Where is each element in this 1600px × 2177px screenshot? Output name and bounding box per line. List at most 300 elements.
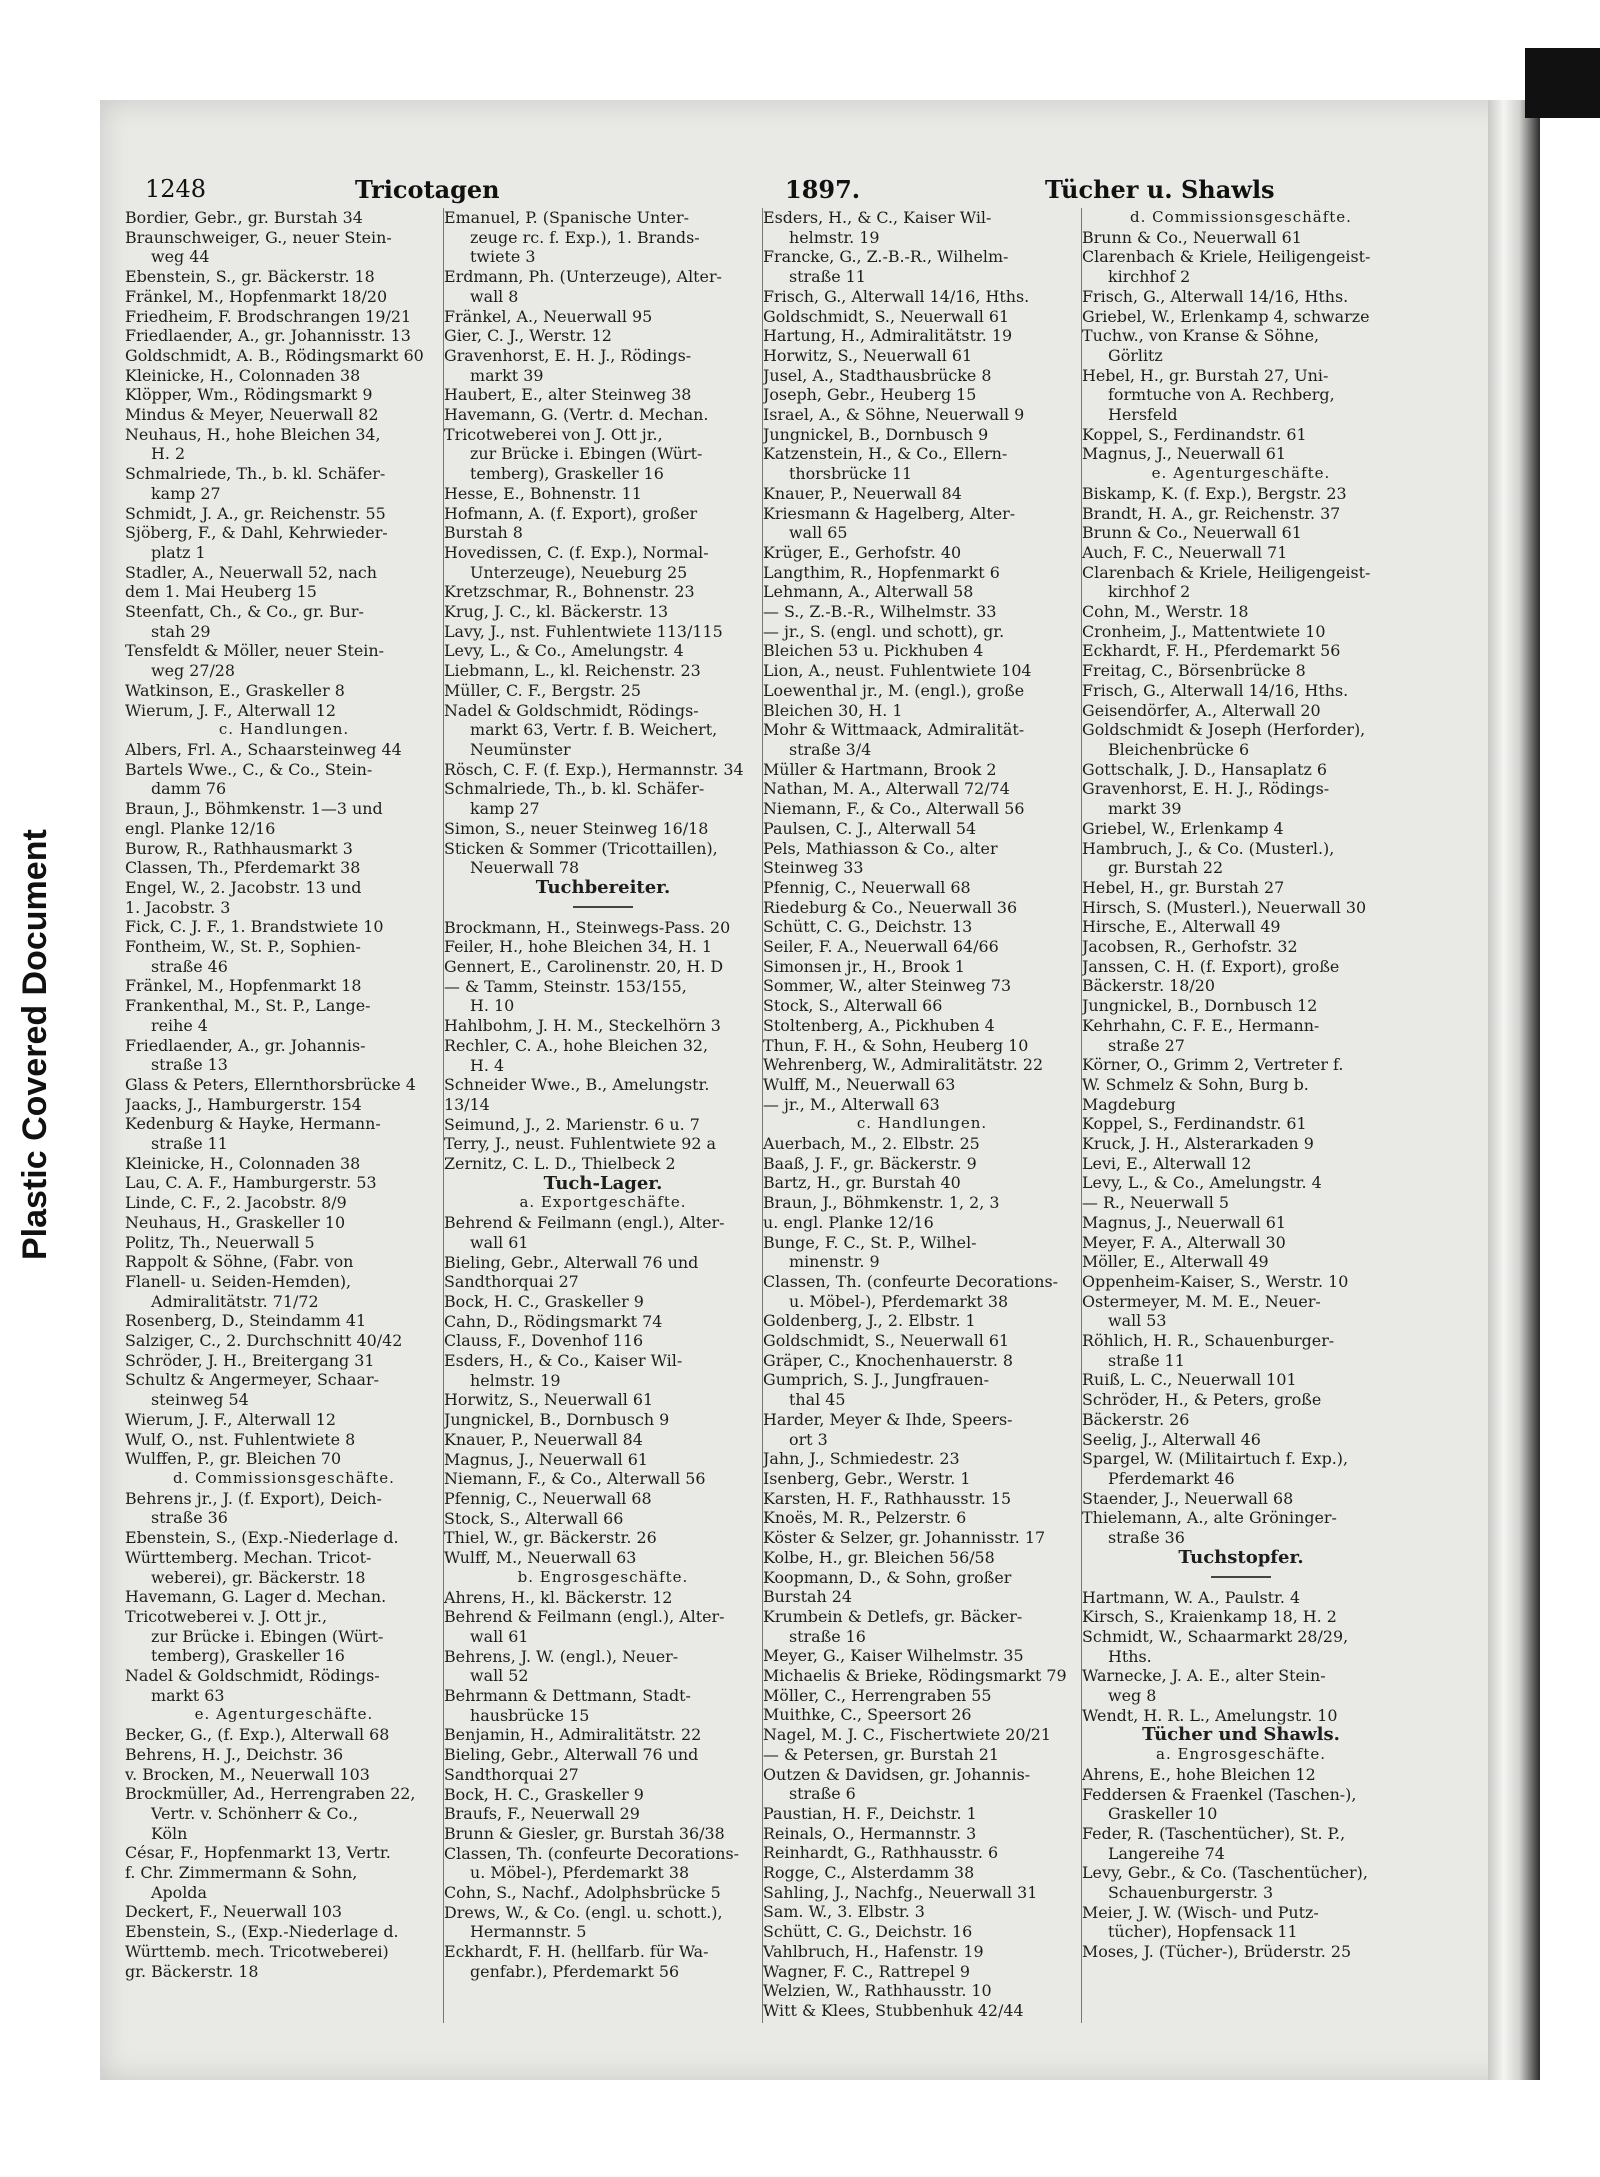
directory-entry: Witt & Klees, Stubbenhuk 42/44: [763, 2000, 1024, 2020]
directory-entry: Fick, C. J. F., 1. Brandstwiete 10: [125, 917, 384, 937]
directory-entry: Niemann, F., & Co., Alterwall 56: [763, 799, 1025, 819]
entry-continuation: Bleichenbrücke 6: [1108, 739, 1250, 759]
directory-entry: Biskamp, K. (f. Exp.), Bergstr. 23: [1082, 483, 1347, 503]
directory-entry: Burow, R., Rathhausmarkt 3: [125, 838, 353, 858]
entry-continuation: wall 8: [470, 286, 519, 306]
entry-continuation: formtuche von A. Rechberg,: [1108, 385, 1335, 405]
entry-continuation: straße 11: [151, 1134, 228, 1154]
subsection-label: e. Agenturgeschäfte.: [1151, 464, 1331, 483]
heading-rule: [1211, 1576, 1271, 1578]
directory-entry: Kleinicke, H., Colonnaden 38: [125, 1153, 361, 1173]
directory-entry: Niemann, F., & Co., Alterwall 56: [444, 1469, 706, 1489]
directory-entry: Liebmann, L., kl. Reichenstr. 23: [444, 661, 701, 681]
subsection-label: d. Commissionsgeschäfte.: [1130, 208, 1352, 226]
entry-continuation: steinweg 54: [151, 1390, 249, 1410]
header-right-title: Tücher u. Shawls: [1045, 175, 1275, 204]
directory-entry: Griebel, W., Erlenkamp 4: [1082, 818, 1284, 838]
directory-entry: Wulf, O., nst. Fuhlentwiete 8: [125, 1429, 356, 1449]
entry-continuation: wall 61: [470, 1232, 529, 1252]
section-heading: Tücher und Shawls.: [1142, 1725, 1340, 1746]
directory-entry: Wulff, M., Neuerwall 63: [444, 1548, 637, 1568]
directory-entry: Clauss, F., Dovenhof 116: [444, 1331, 644, 1351]
directory-entry: Emanuel, P. (Spanische Unter-: [444, 208, 689, 227]
subsection-label: a. Engrosgeschäfte.: [1156, 1745, 1326, 1764]
column-4: [1082, 208, 1400, 2023]
directory-entry: Knauer, P., Neuerwall 84: [444, 1429, 643, 1449]
entry-continuation: Neuerwall 78: [470, 858, 580, 878]
directory-entry: Freitag, C., Börsenbrücke 8: [1082, 661, 1306, 681]
entry-continuation: helmstr. 19: [789, 227, 880, 247]
directory-entry: Schütt, C. G., Deichstr. 16: [763, 1922, 973, 1942]
directory-entry: Fränkel, M., Hopfenmarkt 18: [125, 976, 362, 996]
directory-entry: Bock, H. C., Graskeller 9: [444, 1291, 644, 1311]
directory-entry: Moses, J. (Tücher-), Brüderstr. 25: [1082, 1942, 1352, 1962]
directory-entry: Jacobsen, R., Gerhofstr. 32: [1082, 937, 1298, 957]
directory-entry: Watkinson, E., Graskeller 8: [125, 680, 345, 700]
directory-entry: Rogge, C., Alsterdamm 38: [763, 1863, 975, 1883]
directory-entry: Frisch, G., Alterwall 14/16, Hths.: [763, 286, 1030, 306]
directory-entry: Kehrhahn, C. F. E., Hermann-: [1082, 1015, 1320, 1035]
entry-continuation: straße 36: [151, 1508, 228, 1528]
entry-continuation: Neumünster: [470, 739, 571, 759]
directory-entry: Behrmann & Dettmann, Stadt-: [444, 1686, 691, 1706]
directory-entry: Feder, R. (Taschentücher), St. P.,: [1082, 1823, 1346, 1843]
directory-entry: Magnus, J., Neuerwall 61: [1082, 444, 1286, 464]
directory-entry: Sandthorquai 27: [444, 1764, 579, 1784]
directory-entry: Fränkel, M., Hopfenmarkt 18/20: [125, 286, 388, 306]
directory-entry: Brockmüller, Ad., Herrengraben 22,: [125, 1784, 416, 1804]
directory-entry: Drews, W., & Co. (engl. u. schott.),: [444, 1902, 723, 1922]
heading-rule: [573, 906, 633, 908]
directory-entry: — & Petersen, gr. Burstah 21: [763, 1744, 999, 1764]
directory-entry: Geisendörfer, A., Alterwall 20: [1082, 700, 1321, 720]
directory-entry: Langthim, R., Hopfenmarkt 6: [763, 562, 1000, 582]
page-number: 1248: [145, 175, 207, 203]
directory-entry: engl. Planke 12/16: [125, 818, 276, 838]
entry-continuation: reihe 4: [151, 1015, 208, 1035]
entry-continuation: stah 29: [151, 621, 211, 641]
entry-continuation: Graskeller 10: [1108, 1804, 1218, 1824]
entry-continuation: Pferdemarkt 46: [1108, 1469, 1235, 1488]
directory-entry: Goldschmidt, A. B., Rödingsmarkt 60: [125, 345, 424, 365]
directory-entry: Schmalriede, Th., b. kl. Schäfer-: [444, 779, 705, 799]
directory-entry: Müller, C. F., Bergstr. 25: [444, 680, 641, 700]
entry-continuation: kirchhof 2: [1108, 267, 1191, 287]
directory-entry: Magdeburg: [1082, 1094, 1176, 1114]
directory-entry: Deckert, F., Neuerwall 103: [125, 1902, 343, 1922]
entry-continuation: Hersfeld: [1108, 405, 1178, 425]
directory-entry: Schneider Wwe., B., Amelungstr.: [444, 1075, 710, 1095]
directory-entry: Rappolt & Söhne, (Fabr. von: [125, 1252, 354, 1272]
directory-entry: Auerbach, M., 2. Elbstr. 25: [763, 1134, 980, 1154]
directory-entry: Bordier, Gebr., gr. Burstah 34: [125, 208, 363, 227]
directory-entry: Stoltenberg, A., Pickhuben 4: [763, 1015, 995, 1035]
directory-entry: — jr., M., Alterwall 63: [763, 1094, 940, 1114]
directory-entry: Friedlaender, A., gr. Johannis-: [125, 1035, 366, 1055]
directory-entry: Eckhardt, F. H. (hellfarb. für Wa-: [444, 1942, 709, 1962]
directory-entry: Brunn & Giesler, gr. Burstah 36/38: [444, 1823, 725, 1843]
directory-entry: Vahlbruch, H., Hafenstr. 19: [763, 1941, 984, 1961]
entry-continuation: minenstr. 9: [789, 1252, 880, 1272]
directory-entry: Friedheim, F. Brodschrangen 19/21: [125, 306, 412, 326]
directory-entry: Karsten, H. F., Rathhausstr. 15: [763, 1488, 1012, 1508]
entry-continuation: Admiralitätstr. 71/72: [151, 1291, 319, 1311]
directory-entry: Behrens, H. J., Deichstr. 36: [125, 1744, 344, 1764]
directory-entry: Schröder, H., & Peters, große: [1082, 1390, 1322, 1410]
directory-entry: Nagel, M. J. C., Fischertwiete 20/21: [763, 1725, 1052, 1745]
directory-entry: Gumprich, S. J., Jungfrauen-: [763, 1370, 989, 1390]
directory-entry: Classen, Th. (confeurte Decorations-: [763, 1271, 1059, 1291]
directory-entry: Terry, J., neust. Fuhlentwiete 92 a: [444, 1134, 717, 1154]
subsection-label: c. Handlungen.: [856, 1114, 988, 1133]
directory-entry: Levy, L., & Co., Amelungstr. 4: [1082, 1173, 1322, 1193]
directory-entry: Pfennig, C., Neuerwall 68: [444, 1489, 652, 1508]
entry-continuation: helmstr. 19: [470, 1370, 561, 1390]
directory-entry: Braun, J., Böhmkenstr. 1, 2, 3: [763, 1193, 1000, 1213]
entry-continuation: Görlitz: [1108, 345, 1163, 365]
entry-continuation: markt 39: [470, 365, 544, 385]
directory-entry: Lavy, J., nst. Fuhlentwiete 113/115: [444, 621, 723, 641]
directory-entry: Mohr & Wittmaack, Admiralität-: [763, 720, 1025, 740]
directory-entry: Auch, F. C., Neuerwall 71: [1082, 542, 1288, 562]
directory-entry: Horwitz, S., Neuerwall 61: [444, 1390, 654, 1410]
entry-continuation: gr. Burstah 22: [1108, 858, 1224, 878]
subsection-label: a. Exportgeschäfte.: [519, 1193, 687, 1212]
column-2: [444, 208, 763, 2023]
directory-entry: 13/14: [444, 1094, 490, 1114]
entry-continuation: weg 27/28: [151, 661, 236, 681]
directory-entry: Stadler, A., Neuerwall 52, nach: [125, 562, 377, 582]
directory-entry: Hebel, H., gr. Burstah 27: [1082, 877, 1285, 897]
directory-entry: Kretzschmar, R., Bohnenstr. 23: [444, 582, 695, 602]
entry-continuation: zur Brücke i. Ebingen (Würt-: [470, 444, 703, 464]
directory-entry: Ebenstein, S., (Exp.-Niederlage d.: [125, 1528, 399, 1548]
directory-entry: Levy, L., & Co., Amelungstr. 4: [444, 641, 684, 661]
directory-entry: Schröder, J. H., Breitergang 31: [125, 1350, 375, 1370]
entry-continuation: straße 13: [151, 1055, 228, 1075]
directory-entry: Burstah 24: [763, 1587, 853, 1607]
directory-entry: Rosenberg, D., Steindamm 41: [125, 1311, 367, 1331]
entry-continuation: markt 63, Vertr. f. B. Weichert,: [470, 720, 718, 740]
directory-entry: Hartung, H., Admiralitätstr. 19: [763, 326, 1013, 346]
directory-entry: Warnecke, J. A. E., alter Stein-: [1082, 1666, 1326, 1686]
directory-entry: Brunn & Co., Neuerwall 61: [1082, 523, 1302, 543]
entry-continuation: Apolda: [151, 1882, 207, 1902]
directory-entry: Bartz, H., gr. Burstah 40: [763, 1173, 961, 1193]
directory-entry: Hofmann, A. (f. Export), großer: [444, 503, 698, 523]
directory-entry: Havemann, G. (Vertr. d. Mechan.: [444, 405, 709, 425]
entry-continuation: twiete 3: [470, 247, 536, 267]
directory-entry: Neuhaus, H., hohe Bleichen 34,: [125, 424, 381, 444]
directory-entry: Koopmann, D., & Sohn, großer: [763, 1567, 1012, 1587]
subsection-label: d. Commissionsgeschäfte.: [173, 1469, 395, 1487]
directory-entry: Esders, H., & C., Kaiser Wil-: [763, 208, 992, 227]
directory-entry: Bunge, F. C., St. P., Wilhel-: [763, 1232, 977, 1252]
directory-entry: Möller, E., Alterwall 49: [1082, 1252, 1269, 1272]
directory-entry: Cronheim, J., Mattentwiete 10: [1082, 621, 1326, 641]
entry-continuation: weg 8: [1108, 1686, 1157, 1706]
directory-entry: Koppel, S., Ferdinandstr. 61: [1082, 1114, 1307, 1134]
entry-continuation: straße 6: [789, 1784, 856, 1804]
directory-entry: Möller, C., Herrengraben 55: [763, 1685, 992, 1705]
directory-entry: Sahling, J., Nachfg., Neuerwall 31: [763, 1882, 1038, 1902]
directory-entry: Levy, Gebr., & Co. (Taschentücher),: [1082, 1863, 1368, 1883]
entry-continuation: genfabr.), Pferdemarkt 56: [470, 1961, 680, 1981]
directory-entry: Jusel, A., Stadthausbrücke 8: [763, 365, 992, 385]
entry-continuation: u. Möbel-), Pferdemarkt 38: [470, 1863, 690, 1883]
directory-entry: Stock, S., Alterwall 66: [763, 996, 943, 1016]
directory-entry: Hirsch, S. (Musterl.), Neuerwall 30: [1082, 897, 1367, 917]
entry-continuation: H. 4: [470, 1055, 505, 1075]
directory-entry: Schultz & Angermeyer, Schaar-: [125, 1370, 379, 1390]
directory-entry: Goldschmidt & Joseph (Herforder),: [1082, 720, 1366, 740]
directory-entry: gr. Bäckerstr. 18: [125, 1961, 259, 1981]
directory-entry: Braufs, F., Neuerwall 29: [444, 1804, 640, 1824]
directory-entry: Tuchw., von Kranse & Söhne,: [1082, 326, 1320, 346]
directory-entry: Linde, C. F., 2. Jacobstr. 8/9: [125, 1193, 347, 1213]
header-left-title: Tricotagen: [355, 175, 500, 204]
directory-entry: Spargel, W. (Militairtuch f. Exp.),: [1082, 1449, 1349, 1469]
directory-entry: Hirsche, E., Alterwall 49: [1082, 917, 1281, 937]
directory-entry: Flanell- u. Seiden-Hemden),: [125, 1271, 352, 1291]
entry-continuation: damm 76: [151, 779, 227, 799]
directory-entry: Hebel, H., gr. Burstah 27, Uni-: [1082, 365, 1329, 385]
directory-entry: Nadel & Goldschmidt, Rödings-: [444, 700, 699, 720]
directory-entry: Knoës, M. R., Pelzerstr. 6: [763, 1508, 967, 1528]
directory-entry: Esders, H., & Co., Kaiser Wil-: [444, 1351, 683, 1371]
directory-entry: Outzen & Davidsen, gr. Johannis-: [763, 1764, 1031, 1784]
entry-continuation: straße 27: [1108, 1035, 1185, 1055]
directory-entry: Württemb. mech. Tricotweberei): [125, 1941, 389, 1961]
directory-entry: Havemann, G. Lager d. Mechan.: [125, 1587, 387, 1607]
directory-entry: Zernitz, C. L. D., Thielbeck 2: [444, 1154, 676, 1174]
directory-entry: Braunschweiger, G., neuer Stein-: [125, 227, 392, 247]
entry-continuation: platz 1: [151, 542, 206, 562]
directory-entry: Paustian, H. F., Deichstr. 1: [763, 1803, 977, 1823]
directory-entry: Kirsch, S., Kraienkamp 18, H. 2: [1082, 1607, 1337, 1627]
directory-entry: — & Tamm, Steinstr. 153/155,: [444, 976, 687, 996]
directory-entry: Bock, H. C., Graskeller 9: [444, 1784, 644, 1804]
directory-entry: Joseph, Gebr., Heuberg 15: [763, 385, 977, 405]
directory-entry: Wierum, J. F., Alterwall 12: [125, 700, 336, 720]
directory-entry: — S., Z.-B.-R., Wilhelmstr. 33: [763, 602, 997, 622]
directory-entry: Jungnickel, B., Dornbusch 9: [444, 1410, 670, 1430]
directory-entry: Wendt, H. R. L., Amelungstr. 10: [1082, 1705, 1338, 1725]
entry-continuation: tücher), Hopfensack 11: [1108, 1922, 1298, 1942]
directory-entry: Behrens, J. W. (engl.), Neuer-: [444, 1646, 679, 1666]
column-3: [763, 208, 1082, 2023]
directory-entry: Krüger, E., Gerhofstr. 40: [763, 542, 962, 562]
directory-entry: Wulffen, P., gr. Bleichen 70: [125, 1449, 342, 1469]
directory-entry: Behrend & Feilmann (engl.), Alter-: [444, 1213, 725, 1233]
directory-entry: Wierum, J. F., Alterwall 12: [125, 1409, 336, 1429]
entry-continuation: wall 52: [470, 1666, 529, 1686]
directory-entry: Schmidt, J. A., gr. Reichenstr. 55: [125, 503, 386, 523]
subsection-label: e. Agenturgeschäfte.: [194, 1705, 374, 1724]
directory-entry: Seiler, F. A., Neuerwall 64/66: [763, 937, 999, 957]
directory-entry: Lion, A., neust. Fuhlentwiete 104: [763, 661, 1032, 681]
directory-entry: Albers, Frl. A., Schaarsteinweg 44: [125, 739, 402, 759]
directory-entry: Thiel, W., gr. Bäckerstr. 26: [444, 1528, 657, 1548]
directory-entry: Francke, G., Z.-B.-R., Wilhelm-: [763, 247, 1009, 267]
directory-entry: Haubert, E., alter Steinweg 38: [444, 385, 692, 405]
directory-entry: Tricotweberei von J. Ott jr.,: [444, 424, 663, 444]
entry-continuation: straße 16: [789, 1626, 866, 1646]
directory-entry: Levi, E., Alterwall 12: [1082, 1153, 1252, 1173]
entry-continuation: ort 3: [789, 1429, 828, 1449]
entry-continuation: straße 11: [1108, 1350, 1185, 1370]
directory-entry: Gier, C. J., Werstr. 12: [444, 326, 612, 346]
directory-entry: Burstah 8: [444, 523, 523, 543]
binding-tab: [1525, 48, 1600, 118]
entry-continuation: straße 36: [1108, 1528, 1185, 1548]
directory-entry: — jr., S. (engl. und schott), gr.: [763, 621, 1005, 641]
subsection-label: c. Handlungen.: [218, 720, 350, 739]
entry-continuation: H. 10: [470, 996, 515, 1016]
directory-entry: Pels, Mathiasson & Co., alter: [763, 838, 998, 858]
directory-entry: Meier, J. W. (Wisch- und Putz-: [1082, 1902, 1319, 1922]
directory-entry: Klöpper, Wm., Rödingsmarkt 9: [125, 385, 373, 405]
directory-entry: Ebenstein, S., (Exp.-Niederlage d.: [125, 1922, 399, 1942]
directory-entry: Krug, J. C., kl. Bäckerstr. 13: [444, 602, 669, 622]
directory-entry: Schmalriede, Th., b. kl. Schäfer-: [125, 464, 386, 484]
entry-continuation: Vertr. v. Schönherr & Co.,: [151, 1803, 358, 1823]
directory-entry: Kolbe, H., gr. Bleichen 56/58: [763, 1547, 995, 1567]
directory-entry: Gottschalk, J. D., Hansaplatz 6: [1082, 759, 1328, 779]
directory-entry: Wagner, F. C., Rattrepel 9: [763, 1961, 970, 1981]
directory-entry: Staender, J., Neuerwall 68: [1082, 1488, 1294, 1508]
column-1: [125, 208, 444, 2023]
entry-continuation: thorsbrücke 11: [789, 464, 913, 484]
entry-continuation: H. 2: [151, 444, 186, 464]
directory-entry: Israel, A., & Söhne, Neuerwall 9: [763, 405, 1025, 425]
directory-entry: Frisch, G., Alterwall 14/16, Hths.: [1082, 286, 1349, 306]
directory-entry: Benjamin, H., Admiralitätstr. 22: [444, 1725, 702, 1745]
directory-entry: Kedenburg & Hayke, Hermann-: [125, 1114, 381, 1134]
directory-entry: Welzien, W., Rathhausstr. 10: [763, 1981, 992, 2001]
entry-continuation: temberg), Graskeller 16: [151, 1646, 345, 1666]
directory-entry: Gravenhorst, E. H. J., Rödings-: [444, 345, 692, 365]
directory-entry: Goldschmidt, S., Neuerwall 61: [763, 1331, 1010, 1351]
directory-entry: Nadel & Goldschmidt, Rödings-: [125, 1666, 380, 1686]
directory-entry: Hambruch, J., & Co. (Musterl.),: [1082, 838, 1335, 858]
entry-continuation: straße 46: [151, 956, 228, 976]
directory-entry: Fränkel, A., Neuerwall 95: [444, 306, 653, 326]
directory-entry: Reinals, O., Hermannstr. 3: [763, 1823, 977, 1843]
directory-entry: Pfennig, C., Neuerwall 68: [763, 877, 971, 897]
directory-entry: Thielemann, A., alte Gröninger-: [1082, 1508, 1337, 1528]
entry-continuation: Köln: [151, 1823, 188, 1843]
directory-entry: Mindus & Meyer, Neuerwall 82: [125, 405, 379, 425]
section-heading: Tuch-Lager.: [543, 1173, 663, 1194]
entry-continuation: zeuge rc. f. Exp.), 1. Brands-: [470, 227, 700, 247]
side-label: Plastic Covered Document: [16, 829, 54, 1260]
entry-continuation: kirchhof 2: [1108, 582, 1191, 602]
directory-entry: Ahrens, E., hohe Bleichen 12: [1082, 1764, 1316, 1784]
directory-entry: Magnus, J., Neuerwall 61: [1082, 1212, 1286, 1232]
directory-entry: Cahn, D., Rödingsmarkt 74: [444, 1311, 663, 1331]
directory-entry: Wulff, M., Neuerwall 63: [763, 1074, 956, 1094]
directory-entry: Salziger, C., 2. Durchschnitt 40/42: [125, 1331, 403, 1351]
entry-continuation: Schauenburgerstr. 3: [1108, 1883, 1274, 1903]
directory-entry: Hovedissen, C. (f. Exp.), Normal-: [444, 542, 709, 562]
directory-entry: Sam. W., 3. Elbstr. 3: [763, 1902, 925, 1922]
directory-entry: César, F., Hopfenmarkt 13, Vertr.: [125, 1843, 391, 1863]
directory-entry: Muithke, C., Speersort 26: [763, 1705, 972, 1725]
directory-entry: Frankenthal, M., St. P., Lange-: [125, 996, 371, 1016]
directory-entry: Politz, Th., Neuerwall 5: [125, 1232, 315, 1252]
directory-entry: Ebenstein, S., gr. Bäckerstr. 18: [125, 267, 375, 287]
directory-entry: Goldenberg, J., 2. Elbstr. 1: [763, 1311, 976, 1331]
directory-entry: Paulsen, C. J., Alterwall 54: [763, 818, 977, 838]
entry-continuation: Langereihe 74: [1108, 1843, 1225, 1863]
directory-entry: Rechler, C. A., hohe Bleichen 32,: [444, 1035, 709, 1055]
directory-entry: Lau, C. A. F., Hamburgerstr. 53: [125, 1173, 377, 1193]
directory-entry: Glass & Peters, Ellernthorsbrücke 4: [125, 1074, 416, 1094]
directory-entry: Seelig, J., Alterwall 46: [1082, 1429, 1261, 1449]
entry-continuation: straße 3/4: [789, 739, 872, 759]
entry-continuation: weg 44: [151, 247, 210, 267]
directory-entry: Jungnickel, B., Dornbusch 9: [763, 424, 989, 444]
directory-entry: Ahrens, H., kl. Bäckerstr. 12: [444, 1587, 673, 1607]
directory-entry: v. Brocken, M., Neuerwall 103: [125, 1764, 370, 1784]
directory-entry: Riedeburg & Co., Neuerwall 36: [763, 897, 1018, 917]
directory-entry: Hahlbohm, J. H. M., Steckelhörn 3: [444, 1016, 721, 1036]
entry-continuation: kamp 27: [470, 799, 540, 819]
directory-entry: Brockmann, H., Steinwegs-Pass. 20: [444, 917, 731, 937]
section-heading: Tuchbereiter.: [535, 877, 671, 898]
directory-entry: Erdmann, Ph. (Unterzeuge), Alter-: [444, 267, 722, 287]
directory-entry: Friedlaender, A., gr. Johannisstr. 13: [125, 326, 411, 346]
directory-entry: Meyer, F. A., Alterwall 30: [1082, 1232, 1286, 1252]
directory-entry: 1. Jacobstr. 3: [125, 897, 231, 917]
directory-entry: Loewenthal jr., M. (engl.), große: [763, 680, 1025, 700]
directory-entry: Gennert, E., Carolinenstr. 20, H. D: [444, 957, 724, 977]
directory-entry: Seimund, J., 2. Marienstr. 6 u. 7: [444, 1114, 700, 1134]
entry-continuation: zur Brücke i. Ebingen (Würt-: [151, 1626, 384, 1646]
directory-entry: Bäckerstr. 26: [1082, 1409, 1190, 1429]
directory-entry: Köster & Selzer, gr. Johannisstr. 17: [763, 1528, 1046, 1548]
directory-entry: Cohn, M., Werstr. 18: [1082, 602, 1249, 622]
directory-entry: Oppenheim-Kaiser, S., Werstr. 10: [1082, 1271, 1349, 1291]
entry-continuation: wall 53: [1108, 1311, 1167, 1331]
entry-continuation: straße 11: [789, 267, 866, 287]
directory-entry: Steenfatt, Ch., & Co., gr. Bur-: [125, 602, 364, 622]
directory-entry: Feddersen & Fraenkel (Taschen-),: [1082, 1784, 1357, 1804]
directory-entry: Steinweg 33: [763, 858, 864, 878]
directory-entry: Classen, Th. (confeurte Decorations-: [444, 1843, 740, 1863]
entry-continuation: Hths.: [1108, 1646, 1152, 1666]
entry-continuation: u. Möbel-), Pferdemarkt 38: [789, 1291, 1009, 1311]
directory-entry: Jahn, J., Schmiedestr. 23: [763, 1449, 960, 1469]
directory-entry: Ostermeyer, M. M. E., Neuer-: [1082, 1291, 1321, 1311]
directory-entry: f. Chr. Zimmermann & Sohn,: [125, 1863, 358, 1883]
directory-entry: Horwitz, S., Neuerwall 61: [763, 345, 973, 365]
directory-entry: Lehmann, A., Alterwall 58: [763, 582, 974, 602]
directory-entry: Ruiß, L. C., Neuerwall 101: [1082, 1370, 1297, 1390]
directory-entry: Behrend & Feilmann (engl.), Alter-: [444, 1607, 725, 1627]
directory-entry: Bieling, Gebr., Alterwall 76 und: [444, 1745, 699, 1765]
directory-entry: Clarenbach & Kriele, Heiligengeist-: [1082, 562, 1371, 582]
directory-entry: Krumbein & Detlefs, gr. Bäcker-: [763, 1606, 1023, 1626]
page-binding: [1488, 100, 1540, 2080]
directory-entry: Goldschmidt, S., Neuerwall 61: [763, 306, 1010, 326]
entry-continuation: wall 65: [789, 523, 848, 543]
directory-entry: Griebel, W., Erlenkamp 4, schwarze: [1082, 306, 1370, 326]
entry-continuation: markt 63: [151, 1685, 225, 1705]
page-header: [145, 175, 1415, 209]
directory-entry: Wehrenberg, W., Admiralitätstr. 22: [763, 1055, 1044, 1075]
